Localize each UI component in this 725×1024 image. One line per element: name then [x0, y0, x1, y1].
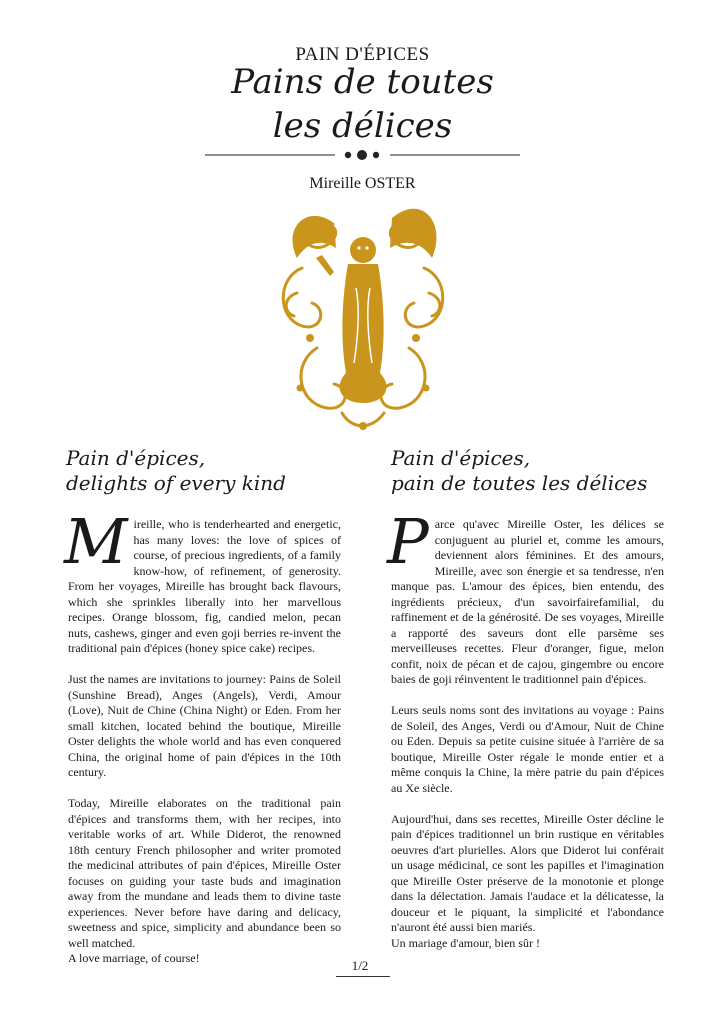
english-heading	[66, 446, 386, 496]
gold-angel-ornament-icon	[272, 198, 454, 438]
french-heading-line1: Pain d'épices,	[391, 446, 531, 470]
english-heading-line2: delights of every kind	[66, 471, 286, 495]
author-name: Mireille OSTER	[309, 175, 416, 192]
french-paragraph-3: Aujourd'hui, dans ses recettes, Mireille Oster décline le pain d'épices traditionnel un brin rustique en véritables oeuvres d'art plurielles. Alors que Diderot lui conférait un usage médicinal, ce sont les papilles et l'imagination que Mireille Oster préserve de la monotonie et plonge dans la délectation. Jamais l'audace et la délicatesse, la douceur et le piquant, la simplicité et l'abondance n'auront été aussi bien mariés.	[391, 811, 664, 934]
french-paragraph-2: Leurs seuls noms sont des invitations au voyage : Pains de Soleil, des Anges, Verdi ou d'Amour, Nuit de Chine ou Eden. Depuis sa petite cuisine située à l'arrière de sa boutique, Mireille Oster régale le monde entier et a même conquis la Chine, la mère patrie du pain d'épices au Xe siècle.	[391, 703, 664, 795]
french-dropcap: P	[387, 505, 429, 578]
french-paragraph-1-text: arce qu'avec Mireille Oster, les délices se conjuguent au pluriel et, comme les amours, deviennent alors féminines. Et des amours, Mireille, avec son énergie et sa tendresse, n'en manque pas. L'amour des épices, bien entendu, des ingrédients précieux, d'un savoirfairefamilial, du raffinement et de la générosité. De ses voyages, Mireille a rapporté des saveurs dont elle parsème ses merveilleuses recettes. Fleur d'oranger, figue, melon confit, noix de pécan et de cajou, gingembre ou encore baies de goji réinventent le traditionnel pain d'épices.	[391, 517, 664, 686]
french-heading-line2: pain de toutes les délices	[391, 471, 648, 495]
english-paragraph-3: Today, Mireille elaborates on the traditional pain d'épices and transforms them, with her recipes, into veritable works of art. While Diderot, the renowned 18th century French philosopher and writer promoted the medicinal attributes of pain d'épices, Mireille Oster focuses on guiding your taste buds and imagination away from the mundane and leads them to divine taste experiences. Never before have daring and delicacy, sweetness and spice, simplicity and abundance been so well matched.	[68, 796, 341, 950]
english-paragraph-4: A love marriage, of course!	[68, 951, 200, 965]
ornamental-divider	[205, 147, 520, 163]
french-paragraph-4: Un mariage d'amour, bien sûr !	[391, 935, 540, 950]
kicker-title: PAIN D'ÉPICES	[295, 44, 430, 65]
english-paragraph-2: Just the names are invitations to journey: Pains de Soleil (Sunshine Bread), Anges (Angels), Verdi, Amour (Love), Nuit de Chine (China Night) or Eden. From her small kitchen, located behind the boutique, Mireille Oster delights the whole world and has even conquered China, the original home of pain d'épices in the 10th century.	[68, 672, 341, 779]
english-dropcap: M	[64, 505, 128, 578]
english-heading-line1: Pain d'épices,	[66, 446, 206, 470]
page-number: 1/2	[351, 958, 369, 973]
english-column	[64, 505, 341, 982]
french-heading	[391, 446, 711, 496]
english-paragraph-1-text: ireille, who is tenderhearted and energetic, has many loves: the love of spices of course, of precious ingredients, of a family know-how, of refinement, of generosity. From her voyages, Mireille has brought back flavours, which she sprinkles liberally into her marvellous recipes. Orange blossom, fig, candied melon, pecan nuts, cashews, ginger and even goji berries re-invent the traditional pain d'épices (honey spice cake) recipes.	[68, 517, 341, 655]
french-paragraph-1	[387, 505, 664, 688]
script-title-line1: Pains de toutes	[231, 62, 494, 102]
page-number-rule	[336, 976, 390, 977]
english-paragraph-1	[64, 505, 341, 657]
script-title-line2: les délices	[272, 106, 453, 146]
french-column	[387, 505, 664, 967]
